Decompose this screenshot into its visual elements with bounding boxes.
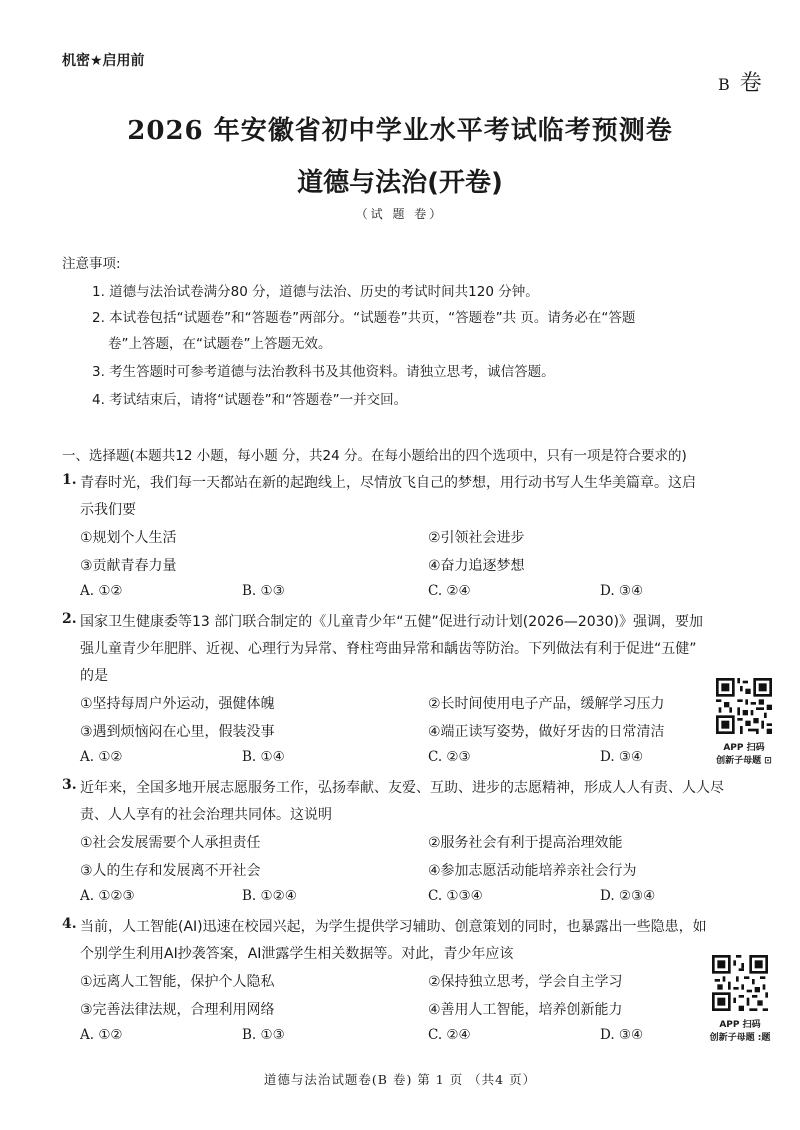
question-stem: 的是 bbox=[80, 668, 108, 684]
question-stem: 近年来，全国多地开展志愿服务工作，弘扬奉献、友爱、互助、进步的志愿精神，形成人人有责、人人尽 bbox=[80, 780, 724, 796]
statement-option: ②长时间使用电子产品，缓解学习压力 bbox=[428, 696, 665, 712]
statement-option: ①社会发展需要个人承担责任 bbox=[80, 835, 261, 851]
question-stem: 当前，人工智能(AI)迅速在校园兴起，为学生提供学习辅助、创意策划的同时，也暴露出一些隐患，如 bbox=[80, 919, 707, 935]
qr-caption-line: 创新子母题 :题 bbox=[709, 1033, 771, 1043]
statement-option: ③完善法律法规，合理利用网络 bbox=[80, 1002, 275, 1018]
paper-version bbox=[718, 66, 762, 97]
qr-caption-line: 创新子母题 ⊡ bbox=[716, 756, 772, 766]
answer-choice-a: A. ①② bbox=[80, 1027, 123, 1043]
qr-caption-line: APP 扫码 bbox=[719, 1020, 761, 1030]
answer-choice-b: B. ①③ bbox=[242, 583, 285, 599]
statement-option: ①坚持每周户外运动，强健体魄 bbox=[80, 696, 275, 712]
qr-caption bbox=[704, 742, 784, 768]
statement-option: ①规划个人生活 bbox=[80, 530, 177, 546]
question-number: 2. bbox=[62, 611, 77, 627]
answer-choice-d: D. ③④ bbox=[600, 749, 644, 765]
confidential-label: 机密★启用前 bbox=[62, 53, 145, 69]
qr-caption bbox=[700, 1019, 780, 1045]
question-number: 3. bbox=[62, 777, 77, 793]
qr-caption-line: APP 扫码 bbox=[723, 743, 765, 753]
paper-kind: （试 题 卷） bbox=[355, 207, 445, 221]
qr-code[interactable] bbox=[712, 955, 768, 1011]
answer-choice-c: C. ②④ bbox=[428, 1027, 471, 1043]
qr-code[interactable] bbox=[716, 678, 772, 734]
notice-item: 1. 道德与法治试卷满分80 分，道德与法治、历史的考试时间共120 分钟。 bbox=[92, 284, 539, 300]
statement-option: ④奋力追逐梦想 bbox=[428, 558, 525, 574]
answer-choice-b: B. ①④ bbox=[242, 749, 285, 765]
answer-choice-d: D. ②③④ bbox=[600, 888, 656, 904]
notice-title: 注意事项: bbox=[62, 256, 121, 272]
statement-option: ③贡献青春力量 bbox=[80, 558, 177, 574]
statement-option: ③人的生存和发展离不开社会 bbox=[80, 863, 261, 879]
answer-choice-c: C. ②④ bbox=[428, 583, 471, 599]
question-number: 1. bbox=[62, 472, 77, 488]
qr-code-icon bbox=[712, 955, 768, 1011]
answer-choice-a: A. ①② bbox=[80, 749, 123, 765]
page-footer: 道德与法治试题卷(B 卷) 第 1 页 （共4 页） bbox=[263, 1072, 537, 1087]
statement-option: ④端正读写姿势，做好牙齿的日常清洁 bbox=[428, 724, 665, 740]
question-number: 4. bbox=[62, 916, 77, 932]
subject-title: 道德与法治(开卷) bbox=[297, 168, 503, 198]
notice-item: 4. 考试结束后，请将“试题卷”和“答题卷”一并交回。 bbox=[92, 392, 408, 408]
section-heading: 一、选择题(本题共12 小题，每小题 分，共24 分。在每小题给出的四个选项中，只有一项是符合要求的) bbox=[62, 448, 687, 464]
notice-item: 3. 考生答题时可参考道德与法治教科书及其他资料。请独立思考，诚信答题。 bbox=[92, 364, 555, 380]
notice-item-continued: 卷”上答题，在“试题卷”上答题无效。 bbox=[108, 336, 332, 352]
answer-choice-b: B. ①②④ bbox=[242, 888, 297, 904]
answer-choice-d: D. ③④ bbox=[600, 1027, 644, 1043]
question-stem: 个别学生利用AI抄袭答案，AI泄露学生相关数据等。对此，青少年应该 bbox=[80, 946, 514, 962]
answer-choice-c: C. ②③ bbox=[428, 749, 471, 765]
statement-option: ④参加志愿活动能培养亲社会行为 bbox=[428, 863, 637, 879]
answer-choice-d: D. ③④ bbox=[600, 583, 644, 599]
question-stem: 示我们要 bbox=[80, 502, 136, 518]
notice-item: 2. 本试卷包括“试题卷”和“答题卷”两部分。“试题卷”共页，“答题卷”共 页。请务必在“答题 bbox=[92, 310, 636, 326]
statement-option: ③遇到烦恼闷在心里，假装没事 bbox=[80, 724, 275, 740]
exam-title: 2026 年安徽省初中学业水平考试临考预测卷 bbox=[127, 116, 673, 146]
statement-option: ②保持独立思考，学会自主学习 bbox=[428, 974, 623, 990]
statement-option: ②引领社会进步 bbox=[428, 530, 525, 546]
statement-option: ②服务社会有利于提高治理效能 bbox=[428, 835, 623, 851]
answer-choice-a: A. ①② bbox=[80, 583, 123, 599]
answer-choice-a: A. ①②③ bbox=[80, 888, 135, 904]
statement-option: ①远离人工智能，保护个人隐私 bbox=[80, 974, 275, 990]
version-letter: B bbox=[718, 75, 730, 94]
answer-choice-c: C. ①③④ bbox=[428, 888, 483, 904]
question-stem: 责、人人享有的社会治理共同体。这说明 bbox=[80, 807, 332, 823]
question-stem: 国家卫生健康委等13 部门联合制定的《儿童青少年“五健”促进行动计划(2026—2030)》强调，要加 bbox=[80, 614, 703, 630]
question-stem: 青春时光，我们每一天都站在新的起跑线上，尽情放飞自己的梦想，用行动书写人生华美篇章。这启 bbox=[80, 475, 696, 491]
qr-code-icon bbox=[716, 678, 772, 734]
question-stem: 强儿童青少年肥胖、近视、心理行为异常、脊柱弯曲异常和龋齿等防治。下列做法有利于促进“五健” bbox=[80, 641, 697, 657]
answer-choice-b: B. ①③ bbox=[242, 1027, 285, 1043]
version-word: 卷 bbox=[739, 71, 762, 96]
statement-option: ④善用人工智能，培养创新能力 bbox=[428, 1002, 623, 1018]
